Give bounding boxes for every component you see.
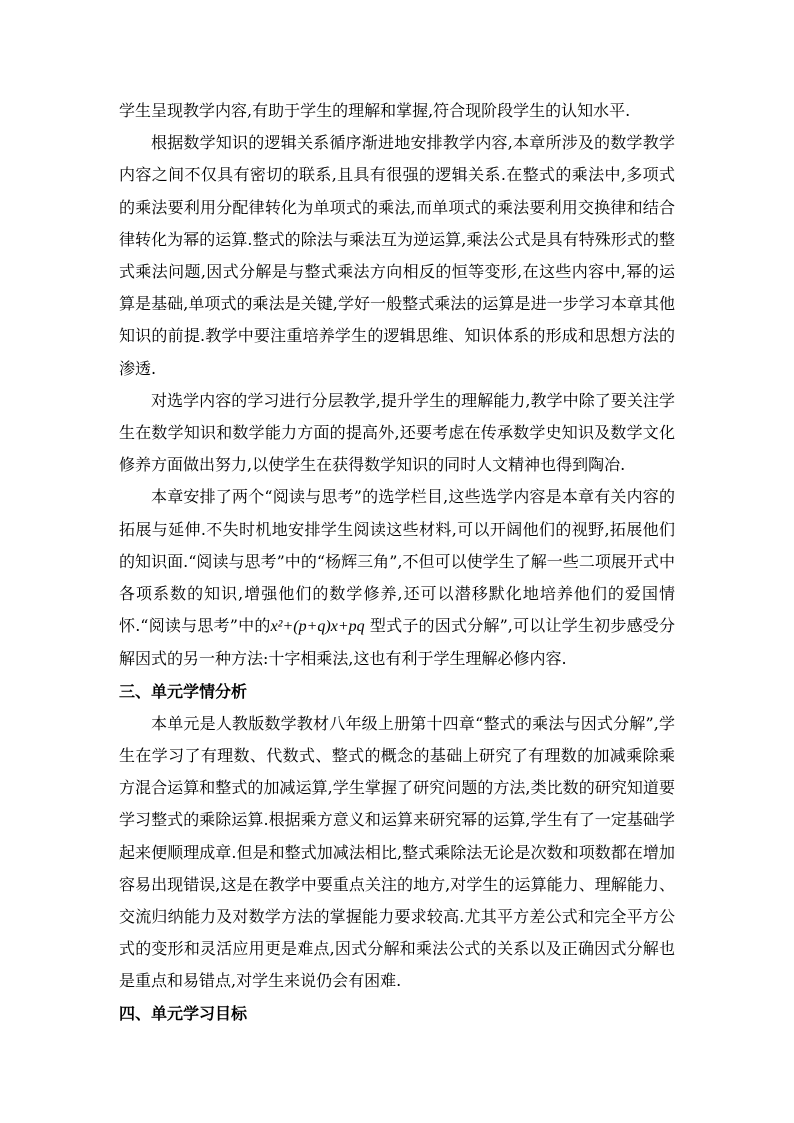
paragraph-intro-continuation: 学生呈现教学内容,有助于学生的理解和掌握,符合现阶段学生的认知水平. — [119, 101, 631, 120]
section-heading-student-analysis: 三、单元学情分析 — [119, 681, 248, 701]
paragraph-layered-teaching: 对选学内容的学习进行分层教学,提升学生的理解能力,教学中除了要关注学生在数学知识和数学能力方面的提高外,还要考虑在传承数学史知识及数学文化修养方面做出努力,以使学生在获得数学知识的同时人文精神也得到陶冶. — [119, 390, 675, 475]
paragraph-text-after-formula: 型式子的因式分解”,可以让学生初步感受分解因式的另一种方法:十字相乘法,这也有利于学生理解必修内容. — [119, 616, 676, 669]
paragraph-text-before-formula: 本章安排了两个“阅读与思考”的选学栏目,这些选学内容是本章有关内容的拓展与延伸.不失时机地安排学生阅读这些材料,可以开阔他们的视野,拓展他们的知识面.“阅读与思考”中的“杨辉三角”,不但可以使学生了解一些二项展开式中各项系数的知识,增强他们的数学修养,还可以潜移默化地培养他们的爱国情怀.“阅读与思考”中的 — [119, 487, 675, 636]
paragraph-reading-and-thinking — [119, 481, 675, 675]
section-heading-learning-goals: 四、单元学习目标 — [119, 1003, 248, 1023]
formula-x2-pq: x²+(p+q)x+pq — [270, 618, 365, 636]
paragraph-logical-structure: 根据数学知识的逻辑关系循序渐进地安排教学内容,本章所涉及的数学教学内容之间不仅具有密切的联系,且具有很强的逻辑关系.在整式的乘法中,多项式的乘法要利用分配律转化为单项式的乘法,而单项式的乘法要利用交换律和结合律转化为幂的运算.整式的除法与乘法互为逆运算,乘法公式是具有特殊形式的整式乘法问题,因式分解是与整式乘法方向相反的恒等变形,在这些内容中,幂的运算是基础,单项式的乘法是关键,学好一般整式乘法的运算是进一步学习本章其他知识的前提.教学中要注重培养学生的逻辑思维、知识体系的形成和思想方法的渗透. — [119, 133, 675, 378]
document-page — [119, 95, 675, 1030]
paragraph-student-analysis: 本单元是人教版数学教材八年级上册第十四章“整式的乘法与因式分解”,学生在学习了有理数、代数式、整式的概念的基础上研究了有理数的加减乘除乘方混合运算和整式的加减运算,学生掌握了研究问题的方法,类比数的研究知道要学习整式的乘除运算.根据乘方意义和运算来研究幂的运算,学生有了一定基础学起来便顺理成章.但是和整式加减法相比,整式乘除法无论是次数和项数都在增加容易出现错误,这是在教学中要重点关注的地方,对学生的运算能力、理解能力、交流归纳能力及对数学方法的掌握能力要求较高.尤其平方差公式和完全平方公式的变形和灵活应用更是难点,因式分解和乘法公式的关系以及正确因式分解也是重点和易错点,对学生来说仍会有困难. — [119, 713, 675, 991]
